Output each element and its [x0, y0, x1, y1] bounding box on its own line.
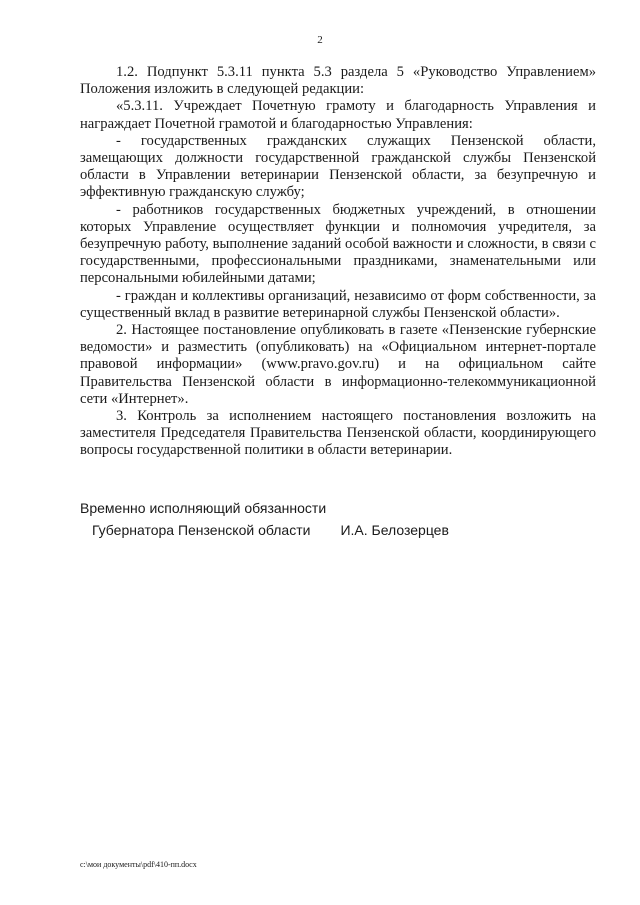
- signatory-name: И.А. Белозерцев: [340, 522, 449, 538]
- signature-block: [80, 497, 600, 541]
- signature-position-title: Губернатора Пензенской области: [92, 522, 311, 538]
- document-body: [80, 64, 596, 460]
- page-number: 2: [317, 34, 323, 46]
- paragraph-5-3-11: «5.3.11. Учреждает Почетную грамоту и благодарность Управления и награждает Почетной грамотой и благодарностью Управления:: [80, 98, 596, 132]
- footer-file-path: c:\мои документы\pdf\410-пп.docx: [80, 860, 197, 869]
- signature-position-line1: Временно исполняющий обязанности: [80, 500, 327, 516]
- paragraph-1-2: 1.2. Подпункт 5.3.11 пункта 5.3 раздела 5 «Руководство Управлением» Положения изложить в следующей редакции:: [80, 64, 596, 98]
- paragraph-3-control: 3. Контроль за исполнением настоящего постановления возложить на заместителя Председателя Правительства Пензенской области, координирующего вопросы государственной политики в области ветеринарии.: [80, 408, 596, 459]
- paragraph-civil-servants: - государственных гражданских служащих Пензенской области, замещающих должности государственной гражданской службы Пензенской области в Управлении ветеринарии Пензенской области, за безупречную и эффективную гражданскую службу;: [80, 132, 596, 201]
- paragraph-citizens: - граждан и коллективы организаций, независимо от форм собственности, за существенный вклад в развитие ветеринарной службы Пензенской области».: [80, 287, 596, 321]
- paragraph-2-publish: 2. Настоящее постановление опубликовать в газете «Пензенские губернские ведомости» и разместить (опубликовать) на «Официальном интернет-портале правовой информации» (www.pravo.gov.ru) и на официальном сайте Правительства Пензенской области в информационно-телекоммуникационной сети «Интернет».: [80, 322, 596, 407]
- signature-position-line2: [80, 519, 600, 541]
- paragraph-employees: - работников государственных бюджетных учреждений, в отношении которых Управление осуществляет функции и полномочия учредителя, за безупречную работу, выполнение заданий особой важности и сложности, в связи с государственными, профессиональными праздниками, знаменательными или персональными юбилейными датами;: [80, 201, 596, 287]
